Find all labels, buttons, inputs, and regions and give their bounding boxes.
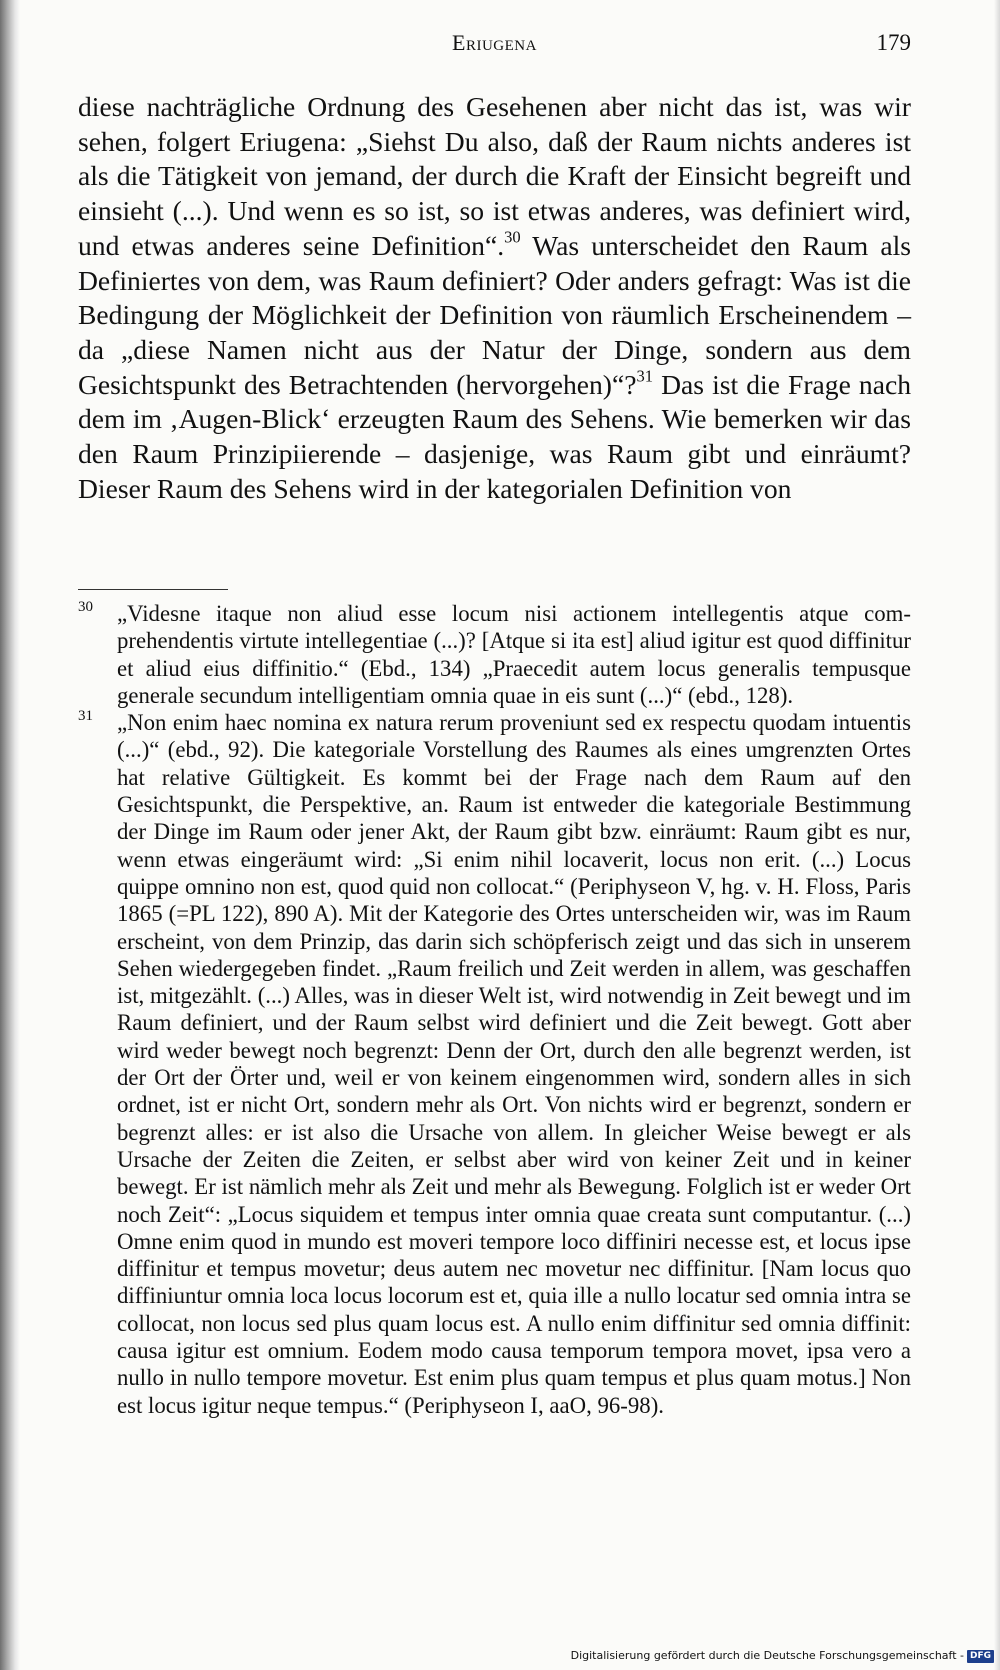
page-number: 179 <box>876 30 911 55</box>
page-header <box>78 30 911 64</box>
main-text <box>78 90 911 506</box>
footnote <box>78 600 911 709</box>
digitization-stamp <box>571 1648 994 1664</box>
page-edge <box>994 0 1000 1670</box>
footnote-divider <box>78 589 228 590</box>
footnote-reference: 31 <box>636 366 654 386</box>
dfg-logo: DFG <box>967 1650 994 1663</box>
body-text-segment: diese nachträgliche Ordnung des Gesehenen aber nicht das ist, was wir sehen, folgert Eriugena: „Siehst Du also, daß der Raum nichts anderes ist als die Tätigkeit von jemand, der durch die Kraft der Einsicht begreift und einsieht (...). Und wenn es so ist, so ist etwas anderes, was definiert wird, und etwas anderes seine Definition“. <box>78 91 911 261</box>
footnote <box>78 709 911 1419</box>
digitization-notice: Digitalisierung gefördert durch die Deutsche Forschungsgemeinschaft - <box>570 1649 964 1662</box>
binding-shadow <box>0 0 20 1670</box>
body-text-segment: Das ist die Frage nach dem im ‚Augen-Blick‘ erzeugten Raum des Sehens. Wie bemerken wir das den Raum Prinzipiierende – dasjenige, was Raum gibt und einräumt? Dieser Raum des Sehens wird in der kategorialen Definition von <box>78 368 911 504</box>
footnote-number: 30 <box>78 599 93 615</box>
footnote-reference: 30 <box>504 227 521 247</box>
footnotes <box>78 600 911 1419</box>
body-text-segment: Was unterscheidet den Raum als Definiertes von dem, was Raum definiert? Oder anders gefragt: Was ist die Bedingung der Möglichkeit der Definition von räumlich Erscheinendem – da „diese Namen nicht aus der Natur der Dinge, sondern aus dem Gesichtspunkt des Betrachtenden (hervorgehen)“? <box>78 229 912 400</box>
footnote-text: „Videsne itaque non aliud esse locum nisi actionem intellegentis atque comprehendentis virtute intellegentiae (...)? [Atque si ita est] aliud igitur est quod diffinitur et aliud eius diffinitio.“ (Ebd., 134) „Praecedit autem locus generalis tempusque generale secundum intelligentiam omnia quae in eis sunt (...)“ (ebd., 128). <box>117 601 911 708</box>
running-title: Eriugena <box>452 30 537 55</box>
footnote-number: 31 <box>78 708 93 725</box>
body-paragraph <box>78 90 911 506</box>
footnote-text: „Non enim haec nomina ex natura rerum proveniunt sed ex respectu quodam intuentis (...)“ (ebd., 92). Die kategoriale Vorstellung des Raumes als eines umgrenzten Ortes hat relative Gültigkeit. Es kommt bei der Frage nach dem Raum auf den Gesichtspunkt, die Perspektive, an. Raum ist entweder die kategoriale Bestimmung der Dinge im Raum oder jener Akt, der Raum gibt bzw. einräumt: Raum gibt es nur, wenn etwas eingeräumt wird: „Si enim nihil locaverit, locus non erit. (...) Locus quippe omnino non est, quod quid non collocat.“ (Periphyseon V, hg. v. H. Floss, Paris 1865 (=PL 122), 890 A). Mit der Kategorie des Ortes unterscheiden wir, was im Raum erscheint, von dem Prinzip, das darin sich schöpferisch zeigt und das sich in unserem Sehen wiedergegeben findet. „Raum freilich und Zeit werden in allem, was geschaffen ist, mitgezählt. (...) Alles, was in dieser Welt ist, wird notwendig in Zeit bewegt und im Raum definiert, und der Raum selbst wird definiert und die Zeit bewegt. Gott aber wird weder bewegt noch begrenzt: Denn der Ort, durch den alle begrenzt werden, ist der Ort der Örter und, weil er von keinem eingenommen wird, sondern alles in sich ordnet, ist er nicht Ort, sondern mehr als Ort. Von nichts wird er begrenzt, sondern er begrenzt alles: er ist also die Ursache von allem. In gleicher Weise bewegt er als Ursache der Zeiten die Zeiten, er selbst aber wird von keiner Zeit und in keiner bewegt. Er ist nämlich mehr als Zeit und mehr als Bewegung. Folglich ist er weder Ort noch Zeit“: „Locus siquidem et tempus inter omnia quae creata sunt computantur. (...) Omne enim quod in mundo est moveri tempore loco diffiniri necesse est, et locus ipse diffinitur et tempus movetur; deus autem nec movetur nec diffinitur. [Nam locus quo diffiniuntur omnia loca locus locorum est et, quia ille a nullo locatur sed omnia intra se collocat, non locus sed plus quam locus est. A nullo enim diffinitur sed omnia diffinit: causa igitur est omnium. Eodem modo causa temporum tempora movet, ipsa vero a nullo in nullo tempore movetur. Est enim plus quam tempus et plus quam motus.] Non est locus igitur neque tempus.“ (Periphyseon I, aaO, 96-98). <box>117 710 911 1418</box>
